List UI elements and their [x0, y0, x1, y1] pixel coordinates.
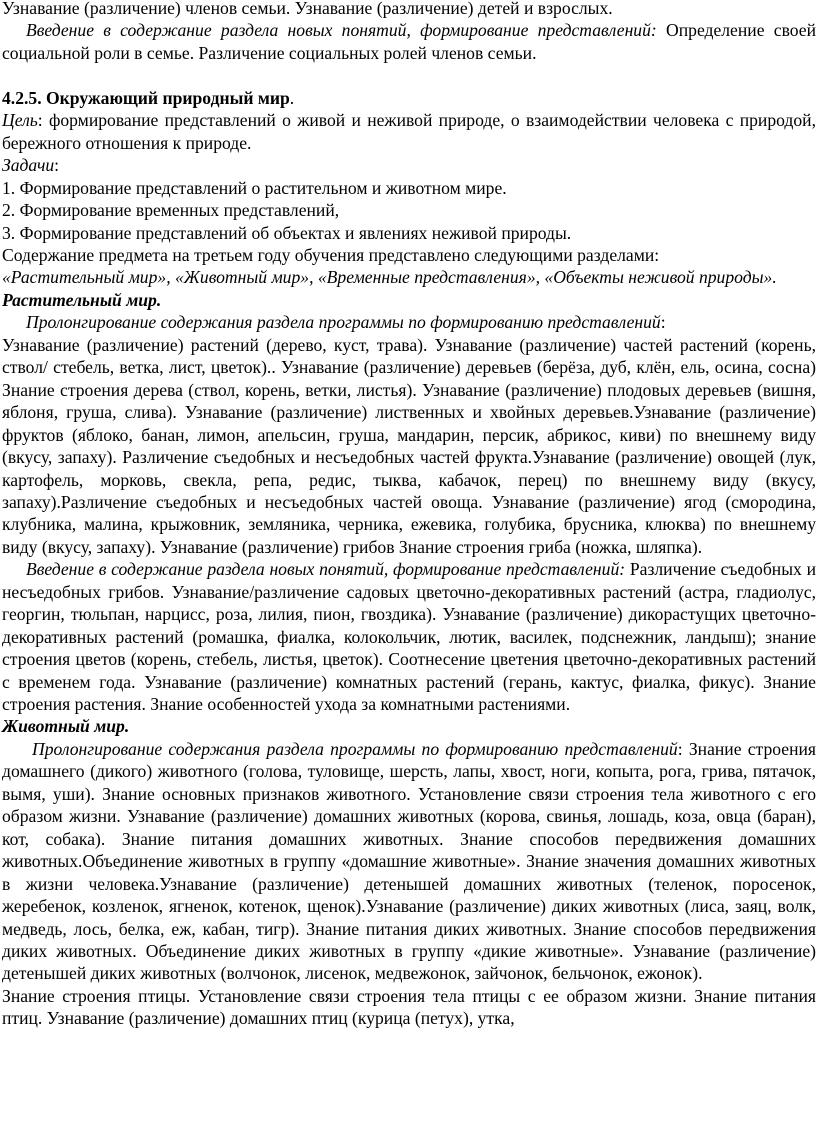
section-heading-text: 4.2.5. Окружающий природный мир [2, 87, 290, 108]
animal-content-text: Знание строения домашнего (дикого) животного (голова, туловище, шерсть, лапы, хвост, ноги, копыта, рога, грива, пятачок, вымя, уши). Знание основных признаков животного. Установление связи строения тела животного с его образом жизни. Узнавание (различение) домашних животных (корова, свинья, лошадь, коза, овца (баран), кот, собака). Знание питания домашних животных. Знание способов передвижения домашних животных.Объединение животных в группу «домашние животные». Знание значения домашних животных в жизни человека.Узнавание (различение) детенышей домашних животных (теленок, поросенок, жеребенок, козленок, ягненок, котенок, щенок).Узнавание (различение) диких животных (лиса, заяц, волк, медведь, лось, белка, еж, кабан, тигр). Знание питания диких животных. Знание способов передвижения диких животных. Объединение диких животных в группу «дикие животные». Узнавание (различение) детенышей диких животных (волчонок, лисенок, медвежонок, зайчонок, бельчонок, ежонок). [2, 738, 816, 984]
task-text: 1. Формирование представлений о растительном и животном мире. [2, 177, 507, 198]
content-intro-text: Содержание предмета на третьем году обучения представлено следующими разделами: [2, 244, 660, 265]
animals-heading-text: Животный мир. [2, 716, 130, 737]
sections-list-text: «Растительный мир», «Животный мир», «Временные представления», «Объекты неживой природы». [2, 267, 777, 288]
section-heading-nature [0, 87, 816, 109]
plants-heading-text: Растительный мир. [2, 289, 162, 310]
birds-text: Знание строения птицы. Установление связи строения тела птицы с ее образом жизни. Знание питания птиц. Узнавание (различение) домашних птиц (курица (петух), утка, [2, 985, 816, 1029]
goal-text: : формирование представлений о живой и неживой природе, о взаимодействии человека с природой, бережного отношения к природе. [2, 110, 816, 153]
plant-prolong-text: Пролонгирование содержания раздела программы по формированию представлений [26, 312, 661, 333]
plant-new-concepts-text: Различение съедобных и несъедобных грибов. Узнавание/различение садовых цветочно-декоративных растений (астра, гладиолус, георгин, тюльпан, нарцисс, роза, лилия, пион, гвоздика). Узнавание (различение) дикорастущих цветочно-декоративных растений (ромашка, фиалка, колокольчик, лютик, василек, подснежник, ландыш); знание строения цветов (корень, стебель, листья, цветок). Соотнесение цветения цветочно-декоративных растений с временем года. Узнавание (различение) комнатных растений (герань, кактус, фиалка, фикус). Знание строения растения. Знание особенностей ухода за комнатными растениями. [2, 559, 816, 715]
paragraph-goal [0, 109, 816, 154]
task-text: 2. Формирование временных представлений, [2, 200, 340, 221]
paragraph-animal-content [0, 738, 816, 985]
task-item-1 [0, 177, 816, 199]
family-recognition-text: Узнавание (различение) членов семьи. Узнавание (различение) детей и взрослых. [2, 0, 613, 18]
paragraph-plant-prolong [0, 311, 816, 333]
paragraph-sections-list [0, 266, 816, 288]
goal-label: Цель [2, 110, 38, 131]
blank-line [0, 64, 816, 86]
task-item-2 [0, 199, 816, 221]
plant-prolong-colon: : [660, 312, 666, 333]
tasks-colon: : [54, 155, 60, 176]
tasks-label: Задачи [2, 155, 55, 176]
paragraph-tasks-label [0, 154, 816, 176]
paragraph-family-recognition [0, 0, 816, 19]
paragraph-family-roles [0, 19, 816, 64]
task-text: 3. Формирование представлений об объектах и явлениях неживой природы. [2, 222, 572, 243]
task-item-3 [0, 222, 816, 244]
animal-prolong-text: Пролонгирование содержания раздела программы по формированию представлений [32, 738, 678, 759]
family-roles-text: Определение своей социальной роли в семье. Различение социальных ролей членов семьи. [2, 20, 816, 63]
paragraph-birds [0, 985, 816, 1030]
paragraph-plant-content [0, 334, 816, 559]
paragraph-content-intro [0, 244, 816, 266]
plant-content-text: Узнавание (различение) растений (дерево, куст, трава). Узнавание (различение) частей растений (корень, ствол/ стебель, ветка, лист, цветок).. Узнавание (различение) деревьев (берёза, дуб, клён, ель, осина, сосна) Знание строения дерева (ствол, корень, ветки, листья). Узнавание (различение) плодовых деревьев (вишня, яблоня, груша, слива). Узнавание (различение) лиственных и хвойных деревьев.Узнавание (различение) фруктов (яблоко, банан, лимон, апельсин, груша, мандарин, персик, абрикос, киви) по внешнему виду (вкусу, запаху). Различение съедобных и несъедобных частей фрукта.Узнавание (различение) овощей (лук, картофель, морковь, свекла, репа, редис, тыква, кабачок, перец) по внешнему виду (вкусу, запаху).Различение съедобных и несъедобных частей овоща. Узнавание (различение) ягод (смородина, клубника, малина, крыжовник, земляника, черника, ежевика, голубика, брусника, клюква) по внешнему виду (вкусу, запаху). Узнавание (различение) грибов Знание строения гриба (ножка, шляпка). [2, 334, 816, 557]
subsection-heading-plants [0, 289, 816, 311]
section-heading-dot: . [289, 87, 295, 108]
subsection-heading-animals [0, 715, 816, 737]
animal-prolong-colon: : [677, 738, 683, 759]
new-concepts-intro: Введение в содержание раздела новых понятий, формирование представлений: [26, 20, 657, 41]
plant-new-concepts-intro: Введение в содержание раздела новых понятий, формирование представлений: [26, 559, 626, 580]
paragraph-plant-new-concepts [0, 558, 816, 715]
